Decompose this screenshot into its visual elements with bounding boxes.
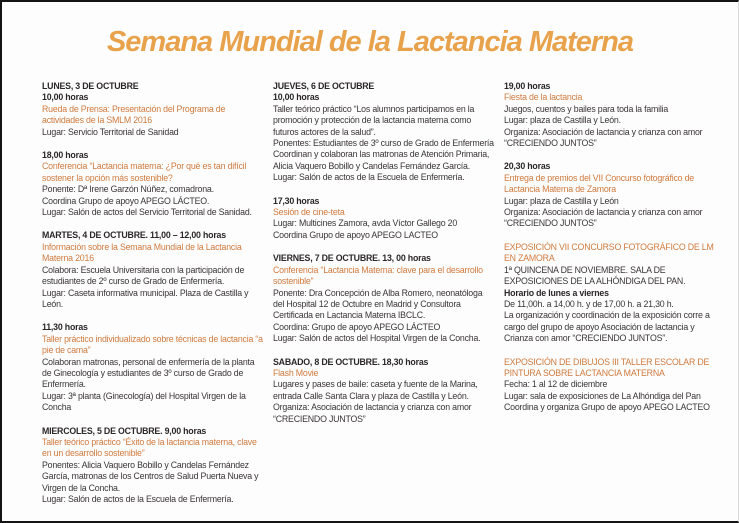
event-day-text: SABADO, 8 DE OCTUBRE. 18,30 horas bbox=[273, 356, 429, 367]
event-time-text: 17,30 horas bbox=[273, 195, 320, 206]
event-body-text: Lugar: plaza de Castilla y León. bbox=[504, 115, 621, 126]
event-body-text: Lugar: Salón de actos de la Escuela de Enfermería. bbox=[273, 172, 465, 183]
event-highlight-text: Taller teórico práctico “Éxito de la lactancia materna, clave en un desarrollo sostenible” bbox=[42, 436, 257, 459]
event-body-text: Lugar: 3ª planta (Ginecología) del Hospital Virgen de la Concha bbox=[42, 390, 246, 413]
event-body-text: De 11,00h. a 14,00 h. y de 17,00 h. a 21,30 h. bbox=[504, 298, 674, 309]
event-block bbox=[504, 357, 720, 414]
event-time-text: Horario de lunes a viernes bbox=[504, 287, 609, 298]
event-block bbox=[273, 81, 495, 184]
schedule-column-3 bbox=[504, 81, 720, 517]
event-body-text: Lugar: Caseta informativa municipal. Plaza de Castilla y León. bbox=[42, 287, 249, 309]
event-day-text: MARTES, 4 DE OCTUBRE. 11,00 – 12,00 horas bbox=[42, 230, 226, 241]
event-highlight-text: Entrega de premios del VII Concurso fotográfico de Lactancia Materna de Zamora bbox=[504, 172, 694, 195]
event-block bbox=[504, 81, 720, 149]
event-body-text: Ponentes: Alicia Vaquero Bobillo y Candelas Fernández García, matronas de los Centros de Salud Puerta Nueva y Virgen de la Concha. bbox=[42, 459, 259, 493]
event-highlight-text: Conferencia “Lactancia materna: ¿Por qué es tan difícil sostener la opción más sostenible? bbox=[42, 161, 247, 183]
event-block bbox=[42, 426, 264, 506]
event-time-text: 10,00 horas bbox=[273, 92, 320, 103]
event-body-text: Lugar: Salón de actos de la Escuela de Enfermería. bbox=[42, 494, 234, 504]
schedule-columns bbox=[2, 59, 738, 517]
event-time-text: 20,30 horas bbox=[504, 161, 551, 172]
event-body-text: Coordina Grupo de apoyo APEGO LACTEO bbox=[273, 229, 438, 240]
event-body-text: Lugares y pases de baile: caseta y fuente de la Marina, entrada Calle Santa Clara y plaza de Castilla y León. bbox=[273, 379, 478, 401]
event-highlight-text: Flash Movie bbox=[273, 367, 319, 378]
event-body-text: Ponentes: Estudiantes de 3º curso de Grado de Enfermería bbox=[273, 138, 494, 149]
event-highlight-text: Fiesta de la lactancia bbox=[504, 92, 583, 103]
event-block bbox=[273, 253, 495, 344]
event-body-text: Coordina Grupo de apoyo APEGO LÁCTEO. bbox=[42, 195, 210, 206]
event-body-text: Lugar: Multicines Zamora, avda Víctor Gallego 20 bbox=[273, 218, 458, 229]
event-body-text: Organiza: Asociación de lactancia y crianza con amor “CRECIENDO JUNTOS” bbox=[504, 126, 703, 149]
event-time-text: 10,00 horas bbox=[42, 92, 89, 103]
event-highlight-text: Rueda de Prensa: Presentación del Programa de actividades de la SMLM 2016 bbox=[42, 103, 226, 126]
event-time-text: 19,00 horas bbox=[504, 81, 551, 91]
event-highlight-text: EXPOSICIÓN DE DIBUJOS III TALLER ESCOLAR DE PINTURA SOBRE LACTANCIA MATERNA bbox=[504, 356, 710, 378]
event-highlight-text: EXPOSICIÓN VII CONCURSO FOTOGRÁFICO DE LM EN ZAMORA bbox=[504, 241, 714, 264]
event-time-text: 18,00 horas bbox=[42, 150, 89, 161]
event-day-text: MIERCOLES, 5 DE OCTUBRE. 9,00 horas bbox=[42, 425, 207, 436]
event-highlight-text: Taller práctico individualizado sobre técnicas de lactancia “a pie de cama” bbox=[42, 333, 263, 356]
event-body-text: Fecha: 1 al 12 de diciembre bbox=[504, 379, 608, 390]
event-body-text: Colaboran matronas, personal de enfermería de la planta de Ginecología y estudiantes de 3º curso de Grado de Enfermería. bbox=[42, 356, 255, 390]
page-title: Semana Mundial de la Lactancia Materna bbox=[106, 26, 634, 58]
event-body-text: Colabora: Escuela Universitaria con la participación de estudiantes de 2º curso de Grado de Enfermería. bbox=[42, 264, 245, 287]
event-block bbox=[504, 161, 720, 229]
schedule-column-2 bbox=[273, 81, 495, 517]
event-block bbox=[42, 322, 264, 413]
event-block bbox=[42, 230, 264, 310]
event-body-text: Organiza: Asociación de lactancia y crianza con amor “CRECIENDO JUNTOS” bbox=[273, 402, 472, 424]
event-body-text: Taller teórico práctico “Los alumnos participamos en la promoción y protección de la lactancia materna como futuros actores de la salud”. bbox=[273, 103, 475, 137]
event-highlight-text: Conferencia “Lactancia Materna: clave para el desarrollo sostenible” bbox=[273, 264, 483, 287]
event-body-text: Lugar: Salón de actos del Servicio Territorial de Sanidad. bbox=[42, 207, 252, 218]
event-day-text: LUNES, 3 DE OCTUBRE bbox=[42, 81, 139, 91]
schedule-column-1 bbox=[42, 81, 264, 517]
event-body-text: Juegos, cuentos y bailes para toda la familia bbox=[504, 103, 669, 114]
event-day-text: JUEVES, 6 DE OCTUBRE bbox=[273, 81, 375, 91]
event-body-text: Ponente: Dra Concepción de Alba Romero, neonatóloga del Hospital 12 de Octubre en Madrid y Consultora Certificada en Lactancia Materna IBCLC. bbox=[273, 287, 483, 321]
event-block bbox=[273, 357, 495, 425]
event-body-text: Coordina: Grupo de apoyo APEGO LÁCTEO bbox=[273, 321, 441, 332]
event-body-text: Lugar: Servicio Territorial de Sanidad bbox=[42, 126, 179, 137]
event-body-text: Organiza: Asociación de lactancia y crianza con amor “CRECIENDO JUNTOS” bbox=[504, 207, 703, 229]
event-block bbox=[504, 242, 720, 345]
event-day-text: VIERNES, 7 DE OCTUBRE. 13, 00 horas bbox=[273, 253, 431, 264]
event-body-text: Coordina y organiza Grupo de apoyo APEGO LACTEO bbox=[504, 402, 710, 413]
event-block bbox=[273, 196, 495, 242]
event-block bbox=[42, 150, 264, 218]
event-body-text: Lugar: plaza de Castilla y León bbox=[504, 195, 619, 206]
event-highlight-text: Información sobre la Semana Mundial de la Lactancia Materna 2016 bbox=[42, 241, 242, 264]
event-body-text: Lugar: Salón de actos del Hospital Virgen de la Concha. bbox=[273, 333, 481, 344]
event-time-text: 11,30 horas bbox=[42, 322, 88, 333]
event-body-text: La organización y coordinación de la exposición corre a cargo del grupo de apoyo Asociación de lactancia y Crianza con amor “CRECIENDO JUNTOS”. bbox=[504, 310, 710, 344]
event-highlight-text: Sesión de cine-teta bbox=[273, 207, 345, 218]
event-body-text: Lugar: sala de exposiciones de La Alhóndiga del Pan bbox=[504, 390, 701, 401]
event-body-text: Coordinan y colaboran las matronas de Atención Primaria, Alicia Vaquero Bobillo y Candelas Fernández García. bbox=[273, 149, 490, 171]
event-block bbox=[42, 81, 264, 138]
event-body-text: 1ª QUINCENA DE NOVIEMBRE. SALA DE EXPOSICIONES DE LA ALHÓNDIGA DEL PAN. bbox=[504, 264, 686, 287]
event-body-text: Ponente: Dª Irene Garzón Núñez, comadrona. bbox=[42, 184, 214, 195]
